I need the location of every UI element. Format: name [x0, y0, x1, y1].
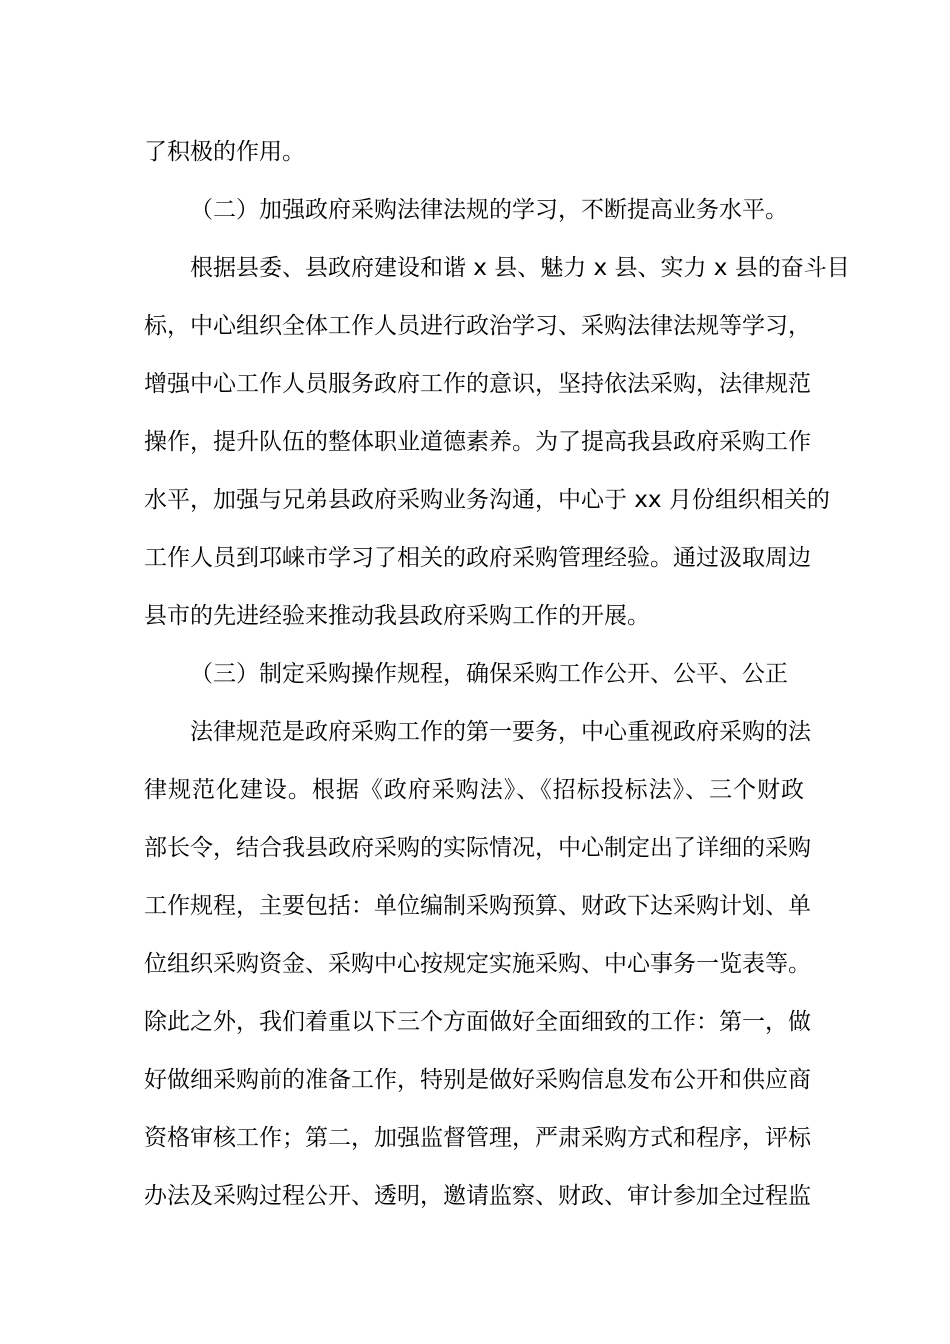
body-text-line: 资格审核工作；第二，加强监督管理，严肃采购方式和程序，评标: [144, 1125, 811, 1151]
body-text-line: 增强中心工作人员服务政府工作的意识，坚持依法采购，法律规范: [144, 371, 811, 397]
section-heading: （三）制定采购操作规程，确保采购工作公开、公平、公正: [190, 661, 788, 687]
body-text-line: 水平，加强与兄弟县政府采购业务沟通，中心于 xx 月份组织相关的: [144, 487, 830, 513]
body-text-line: 工作人员到邛崃市学习了相关的政府采购管理经验。通过汲取周边: [144, 545, 811, 571]
body-text-line: 除此之外，我们着重以下三个方面做好全面细致的工作：第一，做: [144, 1009, 811, 1035]
body-text-line: 标，中心组织全体工作人员进行政治学习、采购法律法规等学习，: [144, 313, 811, 339]
body-text-line: 了积极的作用。: [144, 139, 305, 165]
body-text-line: 根据县委、县政府建设和谐 x 县、魅力 x 县、实力 x 县的奋斗目: [190, 255, 850, 281]
body-text-line: 办法及采购过程公开、透明，邀请监察、财政、审计参加全过程监: [144, 1183, 811, 1209]
body-text-line: 位组织采购资金、采购中心按规定实施采购、中心事务一览表等。: [144, 951, 811, 977]
body-text-line: 县市的先进经验来推动我县政府采购工作的开展。: [144, 603, 650, 629]
body-text-line: 工作规程，主要包括：单位编制采购预算、财政下达采购计划、单: [144, 893, 811, 919]
body-text-line: 部长令，结合我县政府采购的实际情况，中心制定出了详细的采购: [144, 835, 811, 861]
body-text-line: 好做细采购前的准备工作，特别是做好采购信息发布公开和供应商: [144, 1067, 811, 1093]
body-text-line: 法律规范是政府采购工作的第一要务，中心重视政府采购的法: [190, 719, 811, 745]
body-text-line: 操作，提升队伍的整体职业道德素养。为了提高我县政府采购工作: [144, 429, 811, 455]
body-text-line: 律规范化建设。根据《政府采购法》、《招标投标法》、三个财政: [144, 777, 804, 803]
section-heading: （二）加强政府采购法律法规的学习，不断提高业务水平。: [190, 197, 788, 223]
